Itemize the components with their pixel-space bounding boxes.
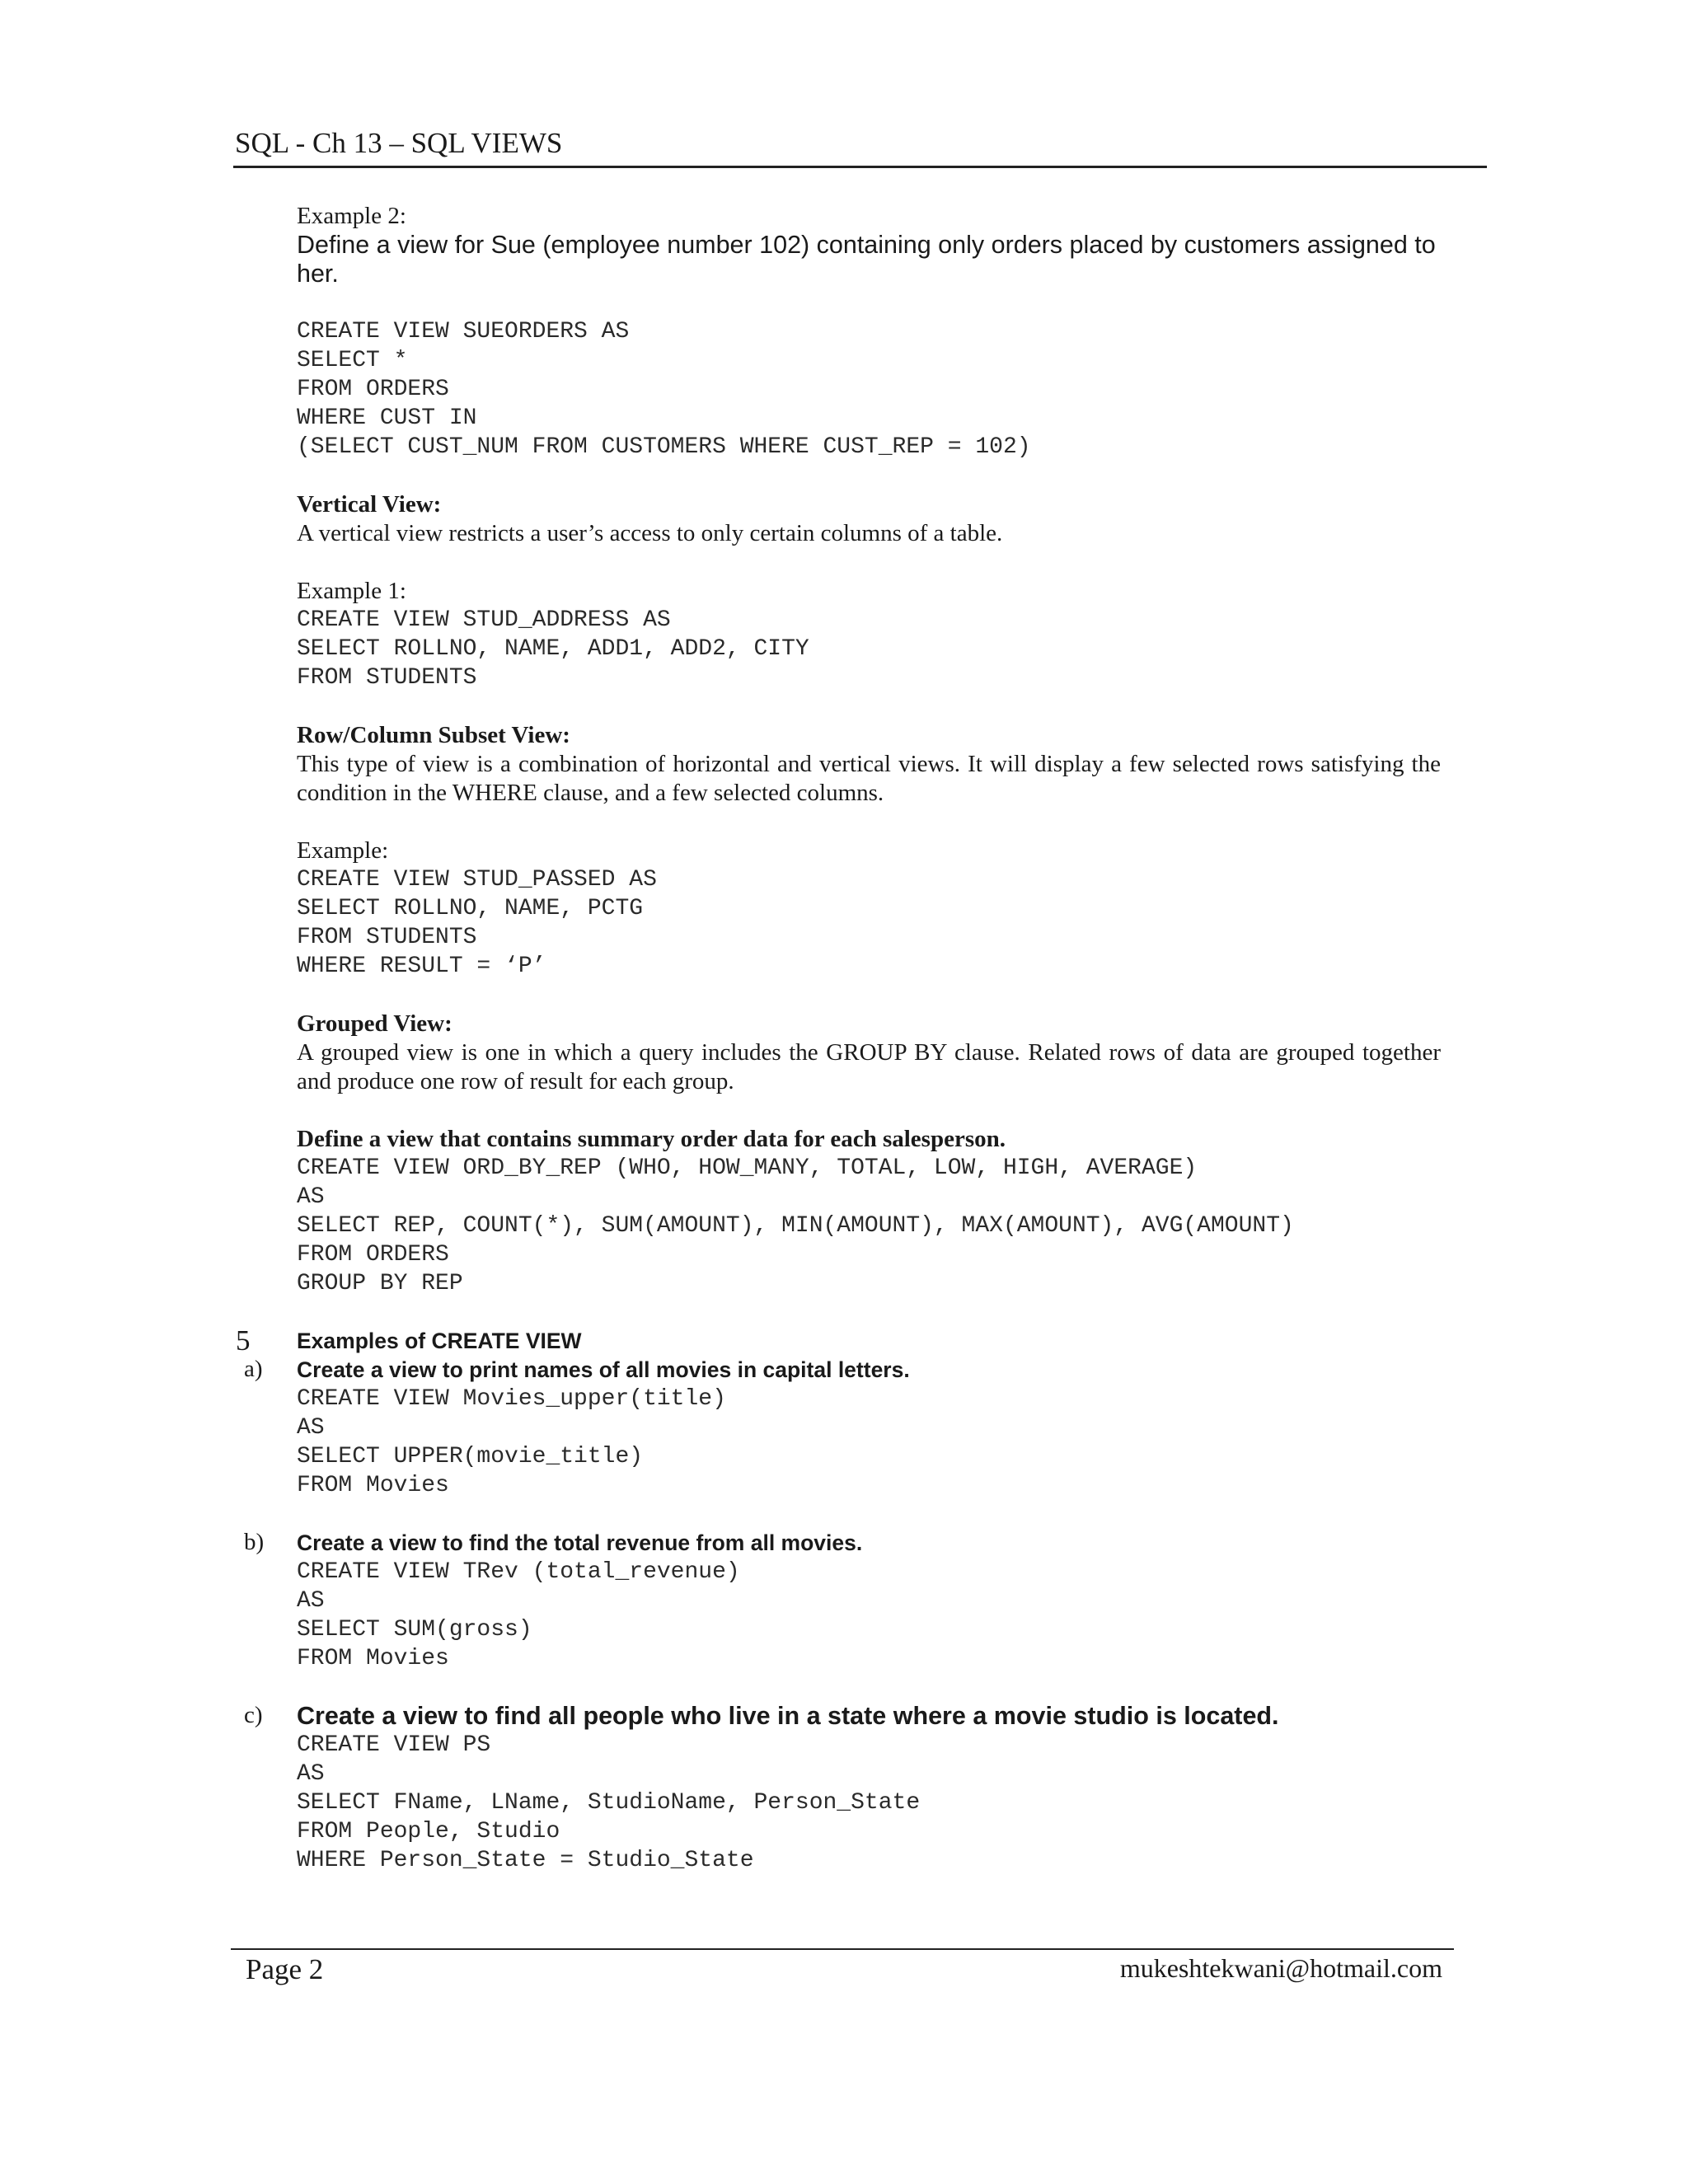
list-item xyxy=(244,1356,1441,1500)
vertical-example-label: Example 1: xyxy=(297,578,406,604)
header-rule xyxy=(233,166,1487,168)
vertical-view-heading: Vertical View: xyxy=(297,491,442,518)
item-b-code: CREATE VIEW TRev (total_revenue) AS SELECT SUM(gross) FROM Movies xyxy=(297,1559,740,1671)
spacer xyxy=(297,462,1441,490)
item-c-code: CREATE VIEW PS AS SELECT FName, LName, StudioName, Person_State FROM People, Studio WHERE Person_State = Studio_State xyxy=(297,1732,921,1873)
list-marker: a) xyxy=(244,1356,263,1382)
author-email: mukeshtekwani@hotmail.com xyxy=(1119,1953,1442,1983)
spacer xyxy=(297,808,1441,837)
item-c-heading: Create a view to find all people who live in a state where a movie studio is located. xyxy=(297,1702,1279,1730)
rowcol-view-description: This type of view is a combination of horizontal and vertical views. It will display a few selected rows satisfying the condition in the WHERE clause, and a few selected columns. xyxy=(297,751,1441,806)
item-a-heading: Create a view to print names of all movies in capital letters. xyxy=(297,1357,910,1382)
vertical-view-description: A vertical view restricts a user’s access to only certain columns of a table. xyxy=(297,520,1003,546)
section-5 xyxy=(236,1324,1441,1357)
section-5-heading: Examples of CREATE VIEW xyxy=(297,1329,582,1353)
spacer xyxy=(297,1673,1441,1702)
rowcol-example-label: Example: xyxy=(297,837,389,864)
spacer xyxy=(297,548,1441,577)
page-body xyxy=(236,202,1441,1875)
page-header-title: SQL - Ch 13 – SQL VIEWS xyxy=(235,127,563,159)
list-item xyxy=(244,1529,1441,1673)
spacer xyxy=(297,1096,1441,1125)
section-number: 5 xyxy=(236,1324,251,1357)
spacer xyxy=(297,288,1441,317)
page-number: Page 2 xyxy=(246,1953,324,1985)
vertical-example-code: CREATE VIEW STUD_ADDRESS AS SELECT ROLLNO, NAME, ADD1, ADD2, CITY FROM STUDENTS xyxy=(297,607,809,691)
spacer xyxy=(297,692,1441,721)
grouped-view-heading: Grouped View: xyxy=(297,1010,452,1037)
example2-description: Define a view for Sue (employee number 102) containing only orders placed by customers assigned to her. xyxy=(297,231,1436,288)
spacer xyxy=(297,1298,1441,1327)
list-marker: c) xyxy=(244,1702,263,1728)
item-b-heading: Create a view to find the total revenue from all movies. xyxy=(297,1530,863,1555)
grouped-view-description: A grouped view is one in which a query includes the GROUP BY clause. Related rows of data are grouped together and produce one row of result for each group. xyxy=(297,1039,1441,1094)
list-item xyxy=(244,1702,1441,1875)
footer-rule xyxy=(231,1948,1454,1950)
example2-code: CREATE VIEW SUEORDERS AS SELECT * FROM ORDERS WHERE CUST IN (SELECT CUST_NUM FROM CUSTOMERS WHERE CUST_REP = 102) xyxy=(297,319,1031,460)
grouped-view-code: CREATE VIEW ORD_BY_REP (WHO, HOW_MANY, TOTAL, LOW, HIGH, AVERAGE) AS SELECT REP, COUNT(*), SUM(AMOUNT), MIN(AMOUNT), MAX(AMOUNT), AVG(AMOUNT) FROM ORDERS GROUP BY REP xyxy=(297,1155,1294,1296)
item-a-code: CREATE VIEW Movies_upper(title) AS SELECT UPPER(movie_title) FROM Movies xyxy=(297,1386,726,1498)
list-marker: b) xyxy=(244,1529,265,1555)
grouped-view-subheading: Define a view that contains summary order data for each salesperson. xyxy=(297,1126,1006,1152)
spacer xyxy=(297,1500,1441,1529)
example2-label: Example 2: xyxy=(297,203,406,229)
rowcol-example-code: CREATE VIEW STUD_PASSED AS SELECT ROLLNO, NAME, PCTG FROM STUDENTS WHERE RESULT = ‘P’ xyxy=(297,867,657,979)
rowcol-view-heading: Row/Column Subset View: xyxy=(297,722,570,748)
spacer xyxy=(297,981,1441,1010)
